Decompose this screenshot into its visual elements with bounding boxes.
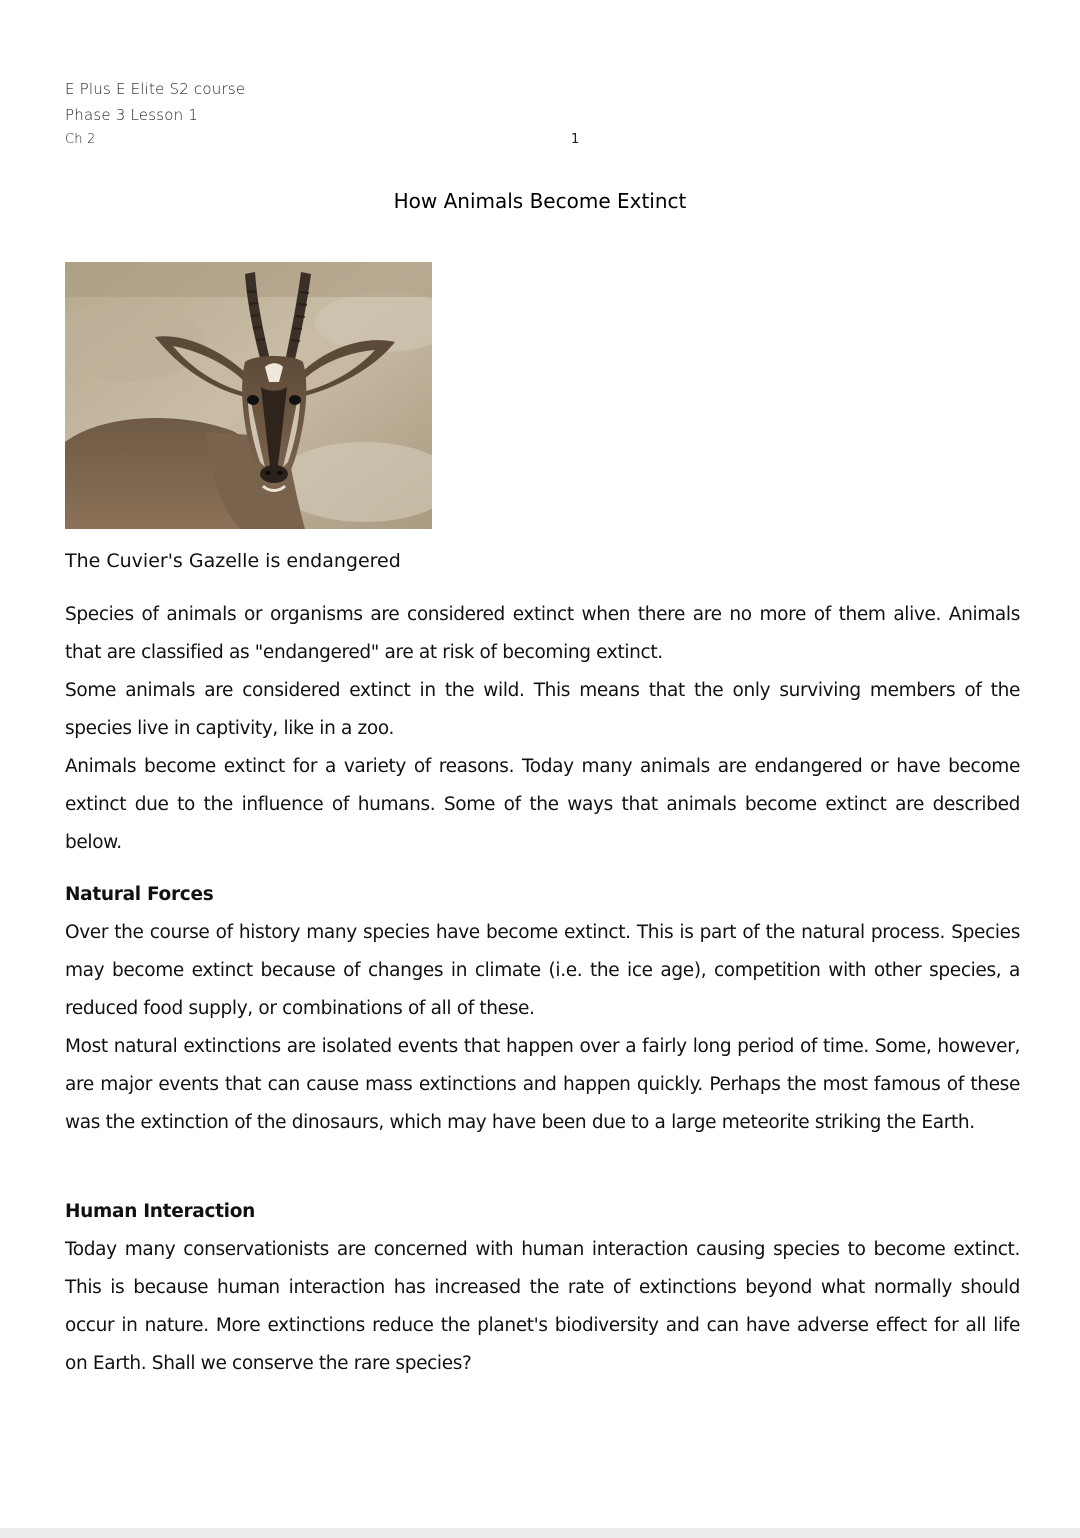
gazelle-photo (65, 262, 432, 529)
section-paragraph: Today many conservationists are concerned with human interaction causing species to become extinct. This is because human interaction has increased the rate of extinctions beyond what normally should occur in nature. More extinctions reduce the planet's biodiversity and can have adverse effect for all life on Earth. Shall we conserve the rare species? (65, 1239, 1020, 1374)
chapter-label: Ch 2 (65, 132, 96, 147)
natural-forces-section (65, 876, 1020, 1142)
section-paragraph: Most natural extinctions are isolated events that happen over a fairly long period of time. Some, however, are major events that can cause mass extinctions and happen quickly. Perhaps the most famous of these was the extinction of the dinosaurs, which may have been due to a large meteorite striking the Earth. (65, 1036, 1020, 1133)
section-heading: Natural Forces (65, 884, 214, 905)
intro-section (65, 596, 1020, 862)
intro-paragraph: Some animals are considered extinct in the wild. This means that the only surviving members of the species live in captivity, like in a zoo. (65, 680, 1020, 739)
image-caption: The Cuvier's Gazelle is endangered (65, 550, 401, 572)
intro-paragraph: Species of animals or organisms are considered extinct when there are no more of them alive. Animals that are classified as "endangered" are at risk of becoming extinct. (65, 604, 1020, 663)
course-name: E Plus E Elite S2 course (65, 80, 246, 98)
human-interaction-section (65, 1193, 1020, 1383)
section-heading: Human Interaction (65, 1201, 256, 1222)
section-paragraph: Over the course of history many species have become extinct. This is part of the natural process. Species may become extinct because of changes in climate (i.e. the ice age), competition with other species, a reduced food supply, or combinations of all of these. (65, 922, 1020, 1019)
intro-paragraph: Animals become extinct for a variety of reasons. Today many animals are endangered or have become extinct due to the influence of humans. Some of the ways that animals become extinct are described below. (65, 756, 1020, 853)
document-title: How Animals Become Extinct (393, 189, 687, 213)
page-number: 1 (571, 132, 580, 147)
lesson-name: Phase 3 Lesson 1 (65, 106, 199, 124)
page-bottom-edge (0, 1528, 1080, 1538)
